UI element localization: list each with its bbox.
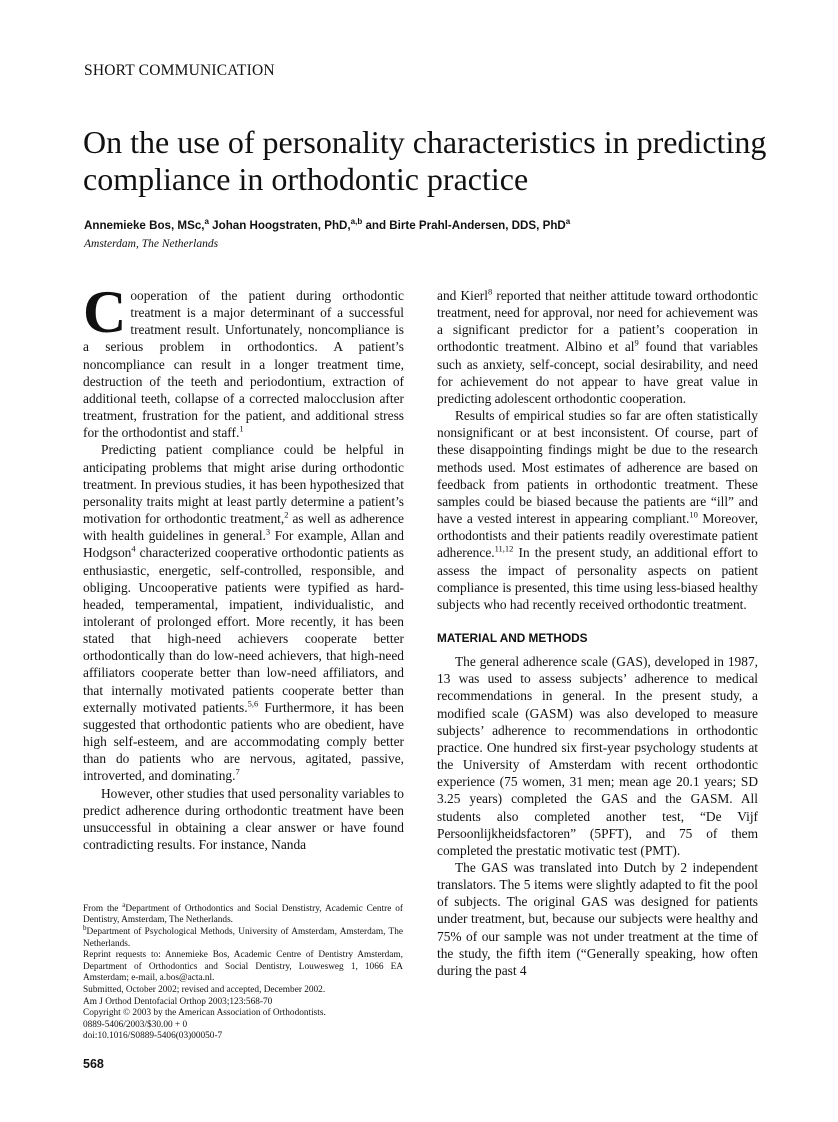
footnote-affiliation-b [83, 923, 403, 950]
text: Moreover, orthodontists and their patients readily overestimate patient adherence. [437, 511, 758, 561]
article-title: On the use of personality characteristics in predicting compliance in orthodontic practice [83, 124, 767, 197]
paragraph: The general adherence scale (GAS), developed in 1987, 13 was used to assess subjects’ adherence to medical recommendations in general. In the present study, a modified scale (GASM) was also developed to measure subjects’ adherence to recommendations in orthodontic practice. One hundred six first-year psychology students at the University of Amsterdam with recent orthodontic experience (75 women, 31 men; mean age 20.1 years; SD 3.25 years) completed the GAS and the GASM. All students also completed another test, “De Vijf Persoonlijkheidsfactoren” (5PFT), and 75 of them completed the prestatic motivatic test (PMT). [437, 654, 758, 858]
citation: 1 [239, 423, 244, 434]
paragraph [437, 407, 758, 613]
author: Johan Hoogstraten, PhD, [208, 219, 351, 232]
text: characterized cooperative orthodontic patients as enthusiastic, energetic, self-controlled, responsible, and obliging. Uncooperative patients were typified as hard-headed, temperamental, impatient, individualistic, and intolerant of prolonged effort. More recently, it has been stated that high-need achievers cooperate better orthodontically than do low-need achievers, that high-need affiliators cooperate better than low-need affiliators, and that internally motivated patients cooperate better than externally motivated patients. [83, 545, 404, 715]
affiliation-mark: a [565, 217, 571, 227]
footnote-reprint: Reprint requests to: Annemieke Bos, Academic Centre of Dentistry Amsterdam, Department of Orthodontics and Social Dentistry, Louwesweg 1, 1066 EA Amsterdam; e-mail, a.bos@acta.nl. [83, 950, 403, 984]
affiliation-mark: a [122, 900, 126, 909]
author: Annemieke Bos, MSc, [84, 219, 205, 232]
drop-cap: C [83, 279, 127, 345]
affiliation-mark: a [204, 217, 209, 227]
paragraph: The GAS was translated into Dutch by 2 independent translators. The 5 items were slightly adapted to fit the pool of subjects. The original GAS was designed for patients under treatment, but, because our subjects were healthy and 75% of our sample was not under treatment at the time of the study, the fifth item (“Generally speaking, how often during the past 4 [437, 860, 758, 978]
footnote-doi: doi:10.1016/S0889-5406(03)00050-7 [83, 1031, 223, 1042]
citation: 11,12 [494, 543, 514, 554]
footnote-copyright: Copyright © 2003 by the American Association of Orthodontists. [83, 1008, 326, 1019]
citation: 8 [487, 286, 493, 297]
paragraph [83, 279, 404, 441]
text: In the present study, an additional effort to assess the impact of personality aspects on patient compliance is presented, this time using less-biased healthy subjects who had recently received orthodontic treatment. [437, 545, 758, 612]
text: Furthermore, it has been suggested that orthodontic patients who are obedient, have high self-esteem, and are accommodating comply better than do patients who are nervous, agitated, passive, introverted, and dominating. [83, 699, 404, 784]
paragraph [437, 287, 758, 407]
footnotes [83, 892, 403, 1043]
citation: 9 [634, 338, 639, 348]
text: found that variables such as anxiety, self-concept, social desirability, and need for achievement do not appear to have great value in predicting adolescent orthodontic cooperation. [437, 339, 758, 406]
author-location: Amsterdam, The Netherlands [84, 238, 219, 250]
paragraph [83, 441, 404, 784]
author-list [84, 218, 570, 233]
text: Department of Psychological Methods, University of Amsterdam, Amsterdam, The Netherlands. [83, 927, 403, 949]
text: Department of Orthodontics and Social Denstistry, Academic Centre of Dentistry, Amsterdam, The Netherlands. [83, 903, 404, 926]
citation: 3 [265, 526, 271, 537]
text: For example, Allan and Hodgson [83, 528, 405, 561]
text: reported that neither attitude toward orthodontic treatment, need for approval, nor need for achievement was a significant predictor for a patient’s cooperation in orthodontic treatment. Albino et al [437, 288, 758, 355]
section-label: SHORT COMMUNICATION [84, 62, 275, 79]
text: Results of empirical studies so far are often statistically nonsignificant or at best inconsistent. Of course, part of these disappointing findings might be due to the research methods used. Most estimates of adherence are based on feedback from patients in orthodontic treatment. These samples could be biased because the patients are “ill” and have a vested interest in appearing compliant. [437, 408, 758, 527]
paragraph: However, other studies that used personality variables to predict adherence during orthodontic treatment have been unsuccessful in obtaining a clear answer or have found contradicting results. For instance, Nanda [83, 785, 404, 852]
footnote-citation: Am J Orthod Dentofacial Orthop 2003;123:568-70 [83, 996, 273, 1007]
text: ooperation of the patient during orthodontic treatment is a major determinant of a successful treatment result. Unfortunately, noncompliance is a serious problem in orthodontics. A patient’s noncompliance can result in a longer treatment time, destruction of the teeth and periodontium, extraction of additional teeth, collapse of a corrected malocclusion after treatment, frustration for the patient, and additional stress for the orthodontist and staff. [83, 288, 404, 441]
text: From the [83, 903, 123, 914]
text: Predicting patient compliance could be helpful in anticipating problems that might arise during orthodontic treatment. In previous studies, it has been hypothesized that personality traits might at least partly determine a patient’s motivation for orthodontic treatment, [83, 442, 404, 527]
author: and Birte Prahl-Andersen, DDS, PhD [362, 219, 566, 232]
page-number: 568 [83, 1057, 104, 1071]
citation: 2 [284, 509, 289, 520]
footnote-submitted: Submitted, October 2002; revised and accepted, December 2002. [83, 985, 326, 996]
left-column-wrapper [83, 279, 405, 1072]
citation: 10 [689, 509, 698, 520]
citation: 5,6 [247, 698, 259, 709]
section-heading: MATERIAL AND METHODS [437, 630, 588, 645]
footnote-affiliation-a [83, 900, 404, 927]
left-column [83, 279, 405, 853]
affiliation-mark: b [83, 923, 87, 932]
affiliation-mark: a,b [350, 217, 363, 227]
text: as well as adherence with health guidelines in general. [83, 511, 404, 544]
footnote-issn: 0889-5406/2003/$30.00 + 0 [83, 1019, 188, 1030]
citation: 7 [235, 766, 240, 777]
citation: 4 [131, 543, 136, 554]
text: and Kierl [437, 288, 488, 303]
right-column [437, 287, 758, 979]
